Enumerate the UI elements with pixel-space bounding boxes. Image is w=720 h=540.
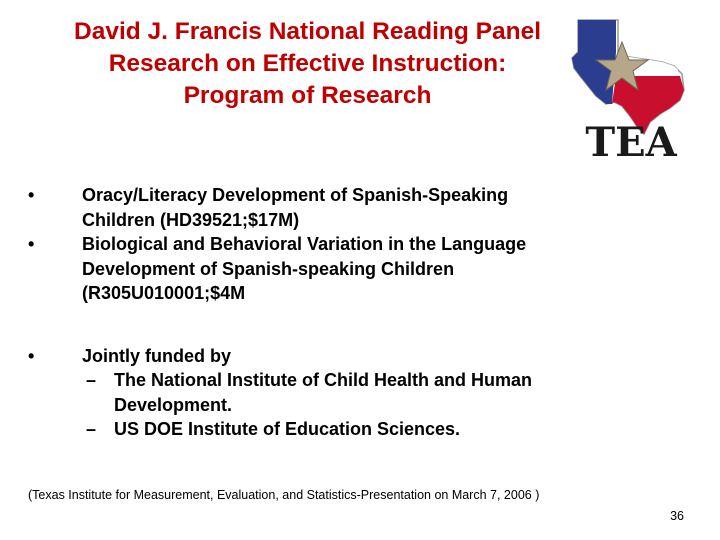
dash-marker: – <box>86 370 97 390</box>
sub-bullet-line: US DOE Institute of Education Sciences. <box>114 419 461 439</box>
bullet-line: Biological and Behavioral Variation in the Language <box>82 234 527 254</box>
title-line-2: Research on Effective Instruction: <box>108 50 507 77</box>
bullet-marker: • <box>28 185 35 205</box>
sub-bullet-item <box>28 368 708 417</box>
bullet-line: Oracy/Literacy Development of Spanish-Speaking <box>82 185 509 205</box>
bullet-line: (R305U010001;$4M <box>82 283 246 303</box>
sub-bullet-item <box>28 417 708 442</box>
sub-bullet-line: Development. <box>114 394 233 415</box>
bullet-line: Jointly funded by <box>82 345 232 366</box>
sub-bullet-line: The National Institute of Child Health and Human <box>114 370 533 390</box>
page-number: 36 <box>670 509 684 523</box>
slide-title <box>20 16 595 112</box>
footnote: (Texas Institute for Measurement, Evaluation, and Statistics-Presentation on March 7, 2006 ) <box>28 488 540 502</box>
bullet-line: Children (HD39521;$17M) <box>82 209 300 230</box>
bullet-item <box>28 183 708 232</box>
svg-text:TEA: TEA <box>585 122 677 162</box>
title-line-3: Program of Research <box>183 82 432 109</box>
bullet-list <box>28 183 708 442</box>
tea-logo <box>566 12 696 162</box>
title-line-1: David J. Francis National Reading Panel <box>74 18 541 45</box>
bullet-item <box>28 232 708 306</box>
bullet-marker: • <box>28 345 35 366</box>
tea-wordmark <box>566 122 696 162</box>
dash-marker: – <box>86 419 97 439</box>
bullet-marker: • <box>28 234 35 254</box>
bullet-item <box>28 344 708 369</box>
bullet-line: Development of Spanish-speaking Children <box>82 258 455 279</box>
